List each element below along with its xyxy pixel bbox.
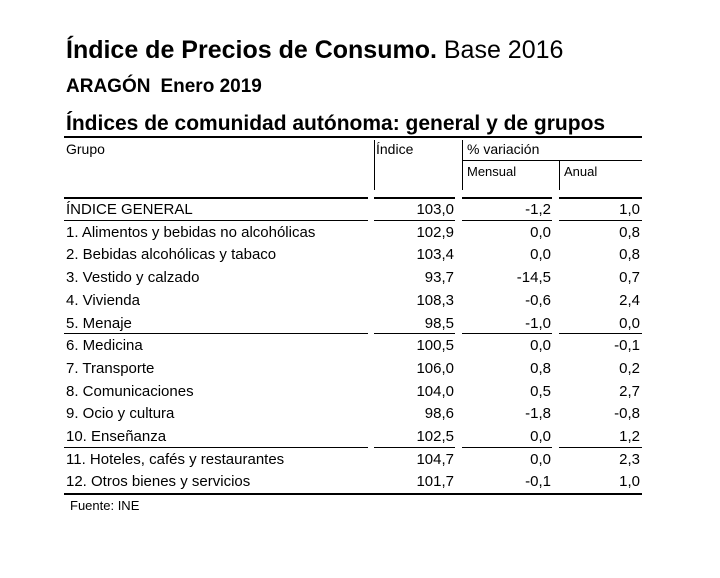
- cell-index: 106,0: [416, 359, 454, 377]
- cell-annual: -0,1: [614, 337, 640, 355]
- cell-monthly: -0,6: [525, 291, 551, 309]
- cell-annual: -0,8: [614, 405, 640, 423]
- row-separator: [462, 447, 552, 448]
- row-separator: [64, 333, 368, 334]
- cell-monthly: 0,5: [530, 382, 551, 400]
- cell-index: 108,3: [416, 291, 454, 309]
- row-separator: [462, 220, 552, 221]
- cell-index: 101,7: [416, 473, 454, 491]
- cell-monthly: 0,0: [530, 450, 551, 468]
- cell-group: ÍNDICE GENERAL: [66, 201, 193, 218]
- cell-group: 11. Hoteles, cafés y restaurantes: [66, 450, 285, 468]
- index-column-rule: [374, 140, 375, 190]
- page-title: [66, 34, 563, 66]
- cell-monthly: 0,0: [530, 223, 551, 241]
- cell-index: 98,5: [424, 314, 454, 332]
- row-separator: [64, 447, 368, 448]
- cell-group: 1. Alimentos y bebidas no alcohólicas: [66, 223, 316, 241]
- header-variation: % variación: [467, 141, 540, 157]
- cell-monthly: 0,0: [530, 337, 551, 355]
- row-separator: [462, 333, 552, 334]
- cell-index: 103,0: [416, 201, 454, 218]
- cell-group: 4. Vivienda: [66, 291, 140, 309]
- header-index: Índice: [376, 141, 414, 157]
- cell-index: 100,5: [416, 337, 454, 355]
- title-main: Índice de Precios de Consumo.: [66, 36, 437, 64]
- cell-annual: 0,2: [619, 359, 640, 377]
- variation-column-rule: [462, 140, 463, 190]
- cell-index: 104,7: [416, 450, 454, 468]
- cell-group: 6. Medicina: [66, 337, 143, 355]
- region-period: [66, 74, 262, 100]
- header-annual: Anual: [564, 164, 598, 179]
- source-note: Fuente: INE: [70, 498, 140, 513]
- section-title: Índices de comunidad autónoma: general y de grupos: [66, 112, 606, 135]
- table-bottom-rule: [64, 493, 642, 495]
- cell-monthly: -0,1: [525, 473, 551, 491]
- cell-annual: 0,8: [619, 223, 640, 241]
- cell-monthly: 0,0: [530, 246, 551, 264]
- cell-index: 103,4: [416, 246, 454, 264]
- row-separator: [559, 447, 642, 448]
- header-group: Grupo: [66, 141, 105, 157]
- row-separator: [374, 333, 455, 334]
- cell-monthly: -1,8: [525, 405, 551, 423]
- title-base: Base 2016: [436, 36, 564, 64]
- cell-annual: 0,0: [619, 314, 640, 332]
- cell-annual: 1,0: [619, 201, 640, 218]
- cell-monthly: -1,2: [525, 201, 551, 218]
- cell-monthly: 0,0: [530, 428, 551, 445]
- table-top-rule: [64, 136, 642, 138]
- cell-annual: 1,2: [619, 428, 640, 445]
- cell-index: 102,5: [416, 428, 454, 445]
- region-label: ARAGÓN: [66, 76, 151, 97]
- cell-group: 12. Otros bienes y servicios: [66, 473, 251, 491]
- cell-annual: 0,8: [619, 246, 640, 264]
- row-separator: [374, 220, 455, 221]
- row-separator: [64, 220, 368, 221]
- cell-annual: 2,7: [619, 382, 640, 400]
- cell-group: 5. Menaje: [66, 314, 132, 332]
- cell-group: 2. Bebidas alcohólicas y tabaco: [66, 246, 277, 264]
- cell-group: 7. Transporte: [66, 359, 155, 377]
- cell-monthly: -14,5: [516, 269, 551, 287]
- cell-annual: 2,3: [619, 450, 640, 468]
- cell-group: 8. Comunicaciones: [66, 382, 194, 400]
- cell-annual: 1,0: [619, 473, 640, 491]
- row-separator: [374, 447, 455, 448]
- cell-group: 9. Ocio y cultura: [66, 405, 175, 423]
- cell-monthly: -1,0: [525, 314, 551, 332]
- cell-monthly: 0,8: [530, 359, 551, 377]
- period-label: Enero 2019: [160, 76, 262, 97]
- cell-annual: 0,7: [619, 269, 640, 287]
- row-separator: [559, 220, 642, 221]
- cell-group: 10. Enseñanza: [66, 428, 167, 445]
- cell-index: 104,0: [416, 382, 454, 400]
- cell-index: 93,7: [424, 269, 454, 287]
- annual-column-rule: [559, 160, 560, 190]
- cell-annual: 2,4: [619, 291, 640, 309]
- row-separator: [559, 333, 642, 334]
- header-monthly: Mensual: [467, 164, 517, 179]
- variation-subheader-rule: [462, 160, 642, 161]
- cell-index: 102,9: [416, 223, 454, 241]
- cell-group: 3. Vestido y calzado: [66, 269, 200, 287]
- cell-index: 98,6: [424, 405, 454, 423]
